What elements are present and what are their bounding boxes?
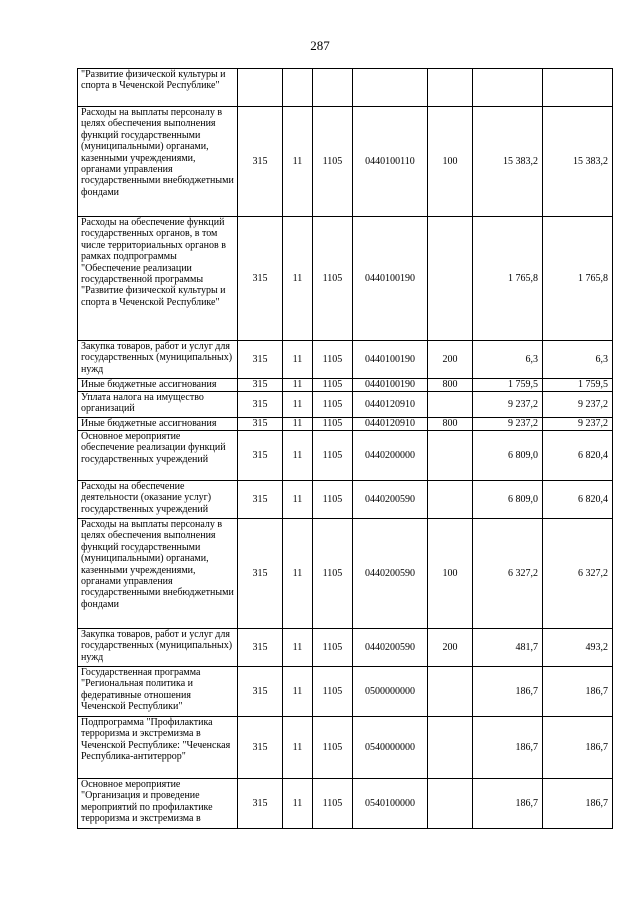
expense-type-code bbox=[428, 69, 473, 107]
section-code: 11 bbox=[283, 519, 313, 629]
subsection-code: 1105 bbox=[313, 341, 353, 379]
expense-type-code bbox=[428, 667, 473, 717]
expense-type-code: 800 bbox=[428, 379, 473, 392]
target-article-code: 0540000000 bbox=[353, 717, 428, 779]
ministry-code: 315 bbox=[238, 107, 283, 217]
subsection-code: 1105 bbox=[313, 481, 353, 519]
table-row bbox=[78, 107, 613, 217]
subsection-code: 1105 bbox=[313, 629, 353, 667]
amount-year-1: 186,7 bbox=[473, 779, 543, 829]
section-code: 11 bbox=[283, 779, 313, 829]
expense-type-code: 800 bbox=[428, 418, 473, 431]
expense-type-code bbox=[428, 717, 473, 779]
target-article-code: 0440200590 bbox=[353, 629, 428, 667]
row-name: Закупка товаров, работ и услуг для государственных (муниципальных) нужд bbox=[78, 629, 238, 667]
amount-year-1: 6 809,0 bbox=[473, 431, 543, 481]
target-article-code bbox=[353, 69, 428, 107]
expense-type-code bbox=[428, 431, 473, 481]
table-row bbox=[78, 779, 613, 829]
amount-year-2 bbox=[543, 69, 613, 107]
amount-year-2: 15 383,2 bbox=[543, 107, 613, 217]
ministry-code: 315 bbox=[238, 629, 283, 667]
target-article-code: 0440100190 bbox=[353, 217, 428, 341]
budget-table bbox=[77, 68, 613, 829]
ministry-code: 315 bbox=[238, 341, 283, 379]
target-article-code: 0440120910 bbox=[353, 418, 428, 431]
subsection-code: 1105 bbox=[313, 779, 353, 829]
expense-type-code bbox=[428, 481, 473, 519]
table-row bbox=[78, 341, 613, 379]
table-row bbox=[78, 392, 613, 418]
table-row bbox=[78, 717, 613, 779]
section-code: 11 bbox=[283, 107, 313, 217]
target-article-code: 0440120910 bbox=[353, 392, 428, 418]
amount-year-1: 9 237,2 bbox=[473, 392, 543, 418]
amount-year-2: 186,7 bbox=[543, 717, 613, 779]
row-name: Расходы на выплаты персоналу в целях обеспечения выполнения функций государственными (муниципальными) органами, казенными учреждениями, органами управления государственными внебюджетными фондами bbox=[78, 107, 238, 217]
amount-year-1: 186,7 bbox=[473, 717, 543, 779]
amount-year-2: 6 327,2 bbox=[543, 519, 613, 629]
amount-year-2: 6 820,4 bbox=[543, 431, 613, 481]
amount-year-1: 186,7 bbox=[473, 667, 543, 717]
ministry-code: 315 bbox=[238, 217, 283, 341]
amount-year-1: 1 759,5 bbox=[473, 379, 543, 392]
section-code: 11 bbox=[283, 431, 313, 481]
row-name: Уплата налога на имущество организаций bbox=[78, 392, 238, 418]
table-row bbox=[78, 667, 613, 717]
ministry-code: 315 bbox=[238, 431, 283, 481]
row-name: Расходы на обеспечение функций государственных органов, в том числе территориальных органов в рамках подпрограммы "Обеспечение реализации государственной программы "Развитие физической культуры и спорта в Чеченской Республике" bbox=[78, 217, 238, 341]
section-code: 11 bbox=[283, 717, 313, 779]
section-code: 11 bbox=[283, 341, 313, 379]
subsection-code: 1105 bbox=[313, 217, 353, 341]
subsection-code: 1105 bbox=[313, 392, 353, 418]
ministry-code: 315 bbox=[238, 418, 283, 431]
section-code: 11 bbox=[283, 217, 313, 341]
table-row bbox=[78, 481, 613, 519]
amount-year-1: 9 237,2 bbox=[473, 418, 543, 431]
subsection-code: 1105 bbox=[313, 519, 353, 629]
amount-year-2: 1 765,8 bbox=[543, 217, 613, 341]
row-name: Основное мероприятие обеспечение реализации функций государственных учреждений bbox=[78, 431, 238, 481]
amount-year-2: 9 237,2 bbox=[543, 418, 613, 431]
expense-type-code: 100 bbox=[428, 107, 473, 217]
ministry-code: 315 bbox=[238, 379, 283, 392]
row-name: Основное мероприятие "Организация и проведение мероприятий по профилактике терроризма и экстремизма в bbox=[78, 779, 238, 829]
row-name: Иные бюджетные ассигнования bbox=[78, 379, 238, 392]
section-code bbox=[283, 69, 313, 107]
section-code: 11 bbox=[283, 629, 313, 667]
amount-year-1: 15 383,2 bbox=[473, 107, 543, 217]
section-code: 11 bbox=[283, 667, 313, 717]
subsection-code: 1105 bbox=[313, 418, 353, 431]
ministry-code bbox=[238, 69, 283, 107]
section-code: 11 bbox=[283, 392, 313, 418]
target-article-code: 0440100110 bbox=[353, 107, 428, 217]
target-article-code: 0440100190 bbox=[353, 341, 428, 379]
subsection-code: 1105 bbox=[313, 107, 353, 217]
amount-year-2: 493,2 bbox=[543, 629, 613, 667]
ministry-code: 315 bbox=[238, 779, 283, 829]
expense-type-code: 100 bbox=[428, 519, 473, 629]
amount-year-2: 6 820,4 bbox=[543, 481, 613, 519]
section-code: 11 bbox=[283, 481, 313, 519]
section-code: 11 bbox=[283, 379, 313, 392]
amount-year-1: 1 765,8 bbox=[473, 217, 543, 341]
amount-year-2: 186,7 bbox=[543, 667, 613, 717]
ministry-code: 315 bbox=[238, 481, 283, 519]
amount-year-2: 186,7 bbox=[543, 779, 613, 829]
row-name: Закупка товаров, работ и услуг для государственных (муниципальных) нужд bbox=[78, 341, 238, 379]
ministry-code: 315 bbox=[238, 667, 283, 717]
ministry-code: 315 bbox=[238, 717, 283, 779]
table-row bbox=[78, 629, 613, 667]
subsection-code: 1105 bbox=[313, 379, 353, 392]
target-article-code: 0440100190 bbox=[353, 379, 428, 392]
subsection-code: 1105 bbox=[313, 667, 353, 717]
table-row bbox=[78, 418, 613, 431]
row-name: Подпрограмма "Профилактика терроризма и экстремизма в Чеченской Республике: "Чеченская Республика-антитеррор" bbox=[78, 717, 238, 779]
amount-year-1: 6 809,0 bbox=[473, 481, 543, 519]
expense-type-code: 200 bbox=[428, 341, 473, 379]
page-number: 287 bbox=[310, 38, 330, 53]
amount-year-1: 6 327,2 bbox=[473, 519, 543, 629]
row-name: Государственная программа "Региональная политика и федеративные отношения Чеченской Республики" bbox=[78, 667, 238, 717]
row-name: Иные бюджетные ассигнования bbox=[78, 418, 238, 431]
table-row bbox=[78, 69, 613, 107]
target-article-code: 0440200590 bbox=[353, 519, 428, 629]
expense-type-code bbox=[428, 392, 473, 418]
amount-year-1 bbox=[473, 69, 543, 107]
table-row bbox=[78, 431, 613, 481]
target-article-code: 0540100000 bbox=[353, 779, 428, 829]
expense-type-code: 200 bbox=[428, 629, 473, 667]
table-row bbox=[78, 217, 613, 341]
subsection-code bbox=[313, 69, 353, 107]
ministry-code: 315 bbox=[238, 519, 283, 629]
amount-year-1: 6,3 bbox=[473, 341, 543, 379]
target-article-code: 0440200000 bbox=[353, 431, 428, 481]
subsection-code: 1105 bbox=[313, 431, 353, 481]
row-name: "Развитие физической культуры и спорта в Чеченской Республике" bbox=[78, 69, 238, 107]
target-article-code: 0500000000 bbox=[353, 667, 428, 717]
row-name: Расходы на выплаты персоналу в целях обеспечения выполнения функций государственными (муниципальными) органами, казенными учреждениями, органами управления государственными внебюджетными фондами bbox=[78, 519, 238, 629]
amount-year-1: 481,7 bbox=[473, 629, 543, 667]
amount-year-2: 9 237,2 bbox=[543, 392, 613, 418]
target-article-code: 0440200590 bbox=[353, 481, 428, 519]
expense-type-code bbox=[428, 779, 473, 829]
table-row bbox=[78, 519, 613, 629]
amount-year-2: 1 759,5 bbox=[543, 379, 613, 392]
ministry-code: 315 bbox=[238, 392, 283, 418]
amount-year-2: 6,3 bbox=[543, 341, 613, 379]
expense-type-code bbox=[428, 217, 473, 341]
section-code: 11 bbox=[283, 418, 313, 431]
subsection-code: 1105 bbox=[313, 717, 353, 779]
table-row bbox=[78, 379, 613, 392]
row-name: Расходы на обеспечение деятельности (оказание услуг) государственных учреждений bbox=[78, 481, 238, 519]
